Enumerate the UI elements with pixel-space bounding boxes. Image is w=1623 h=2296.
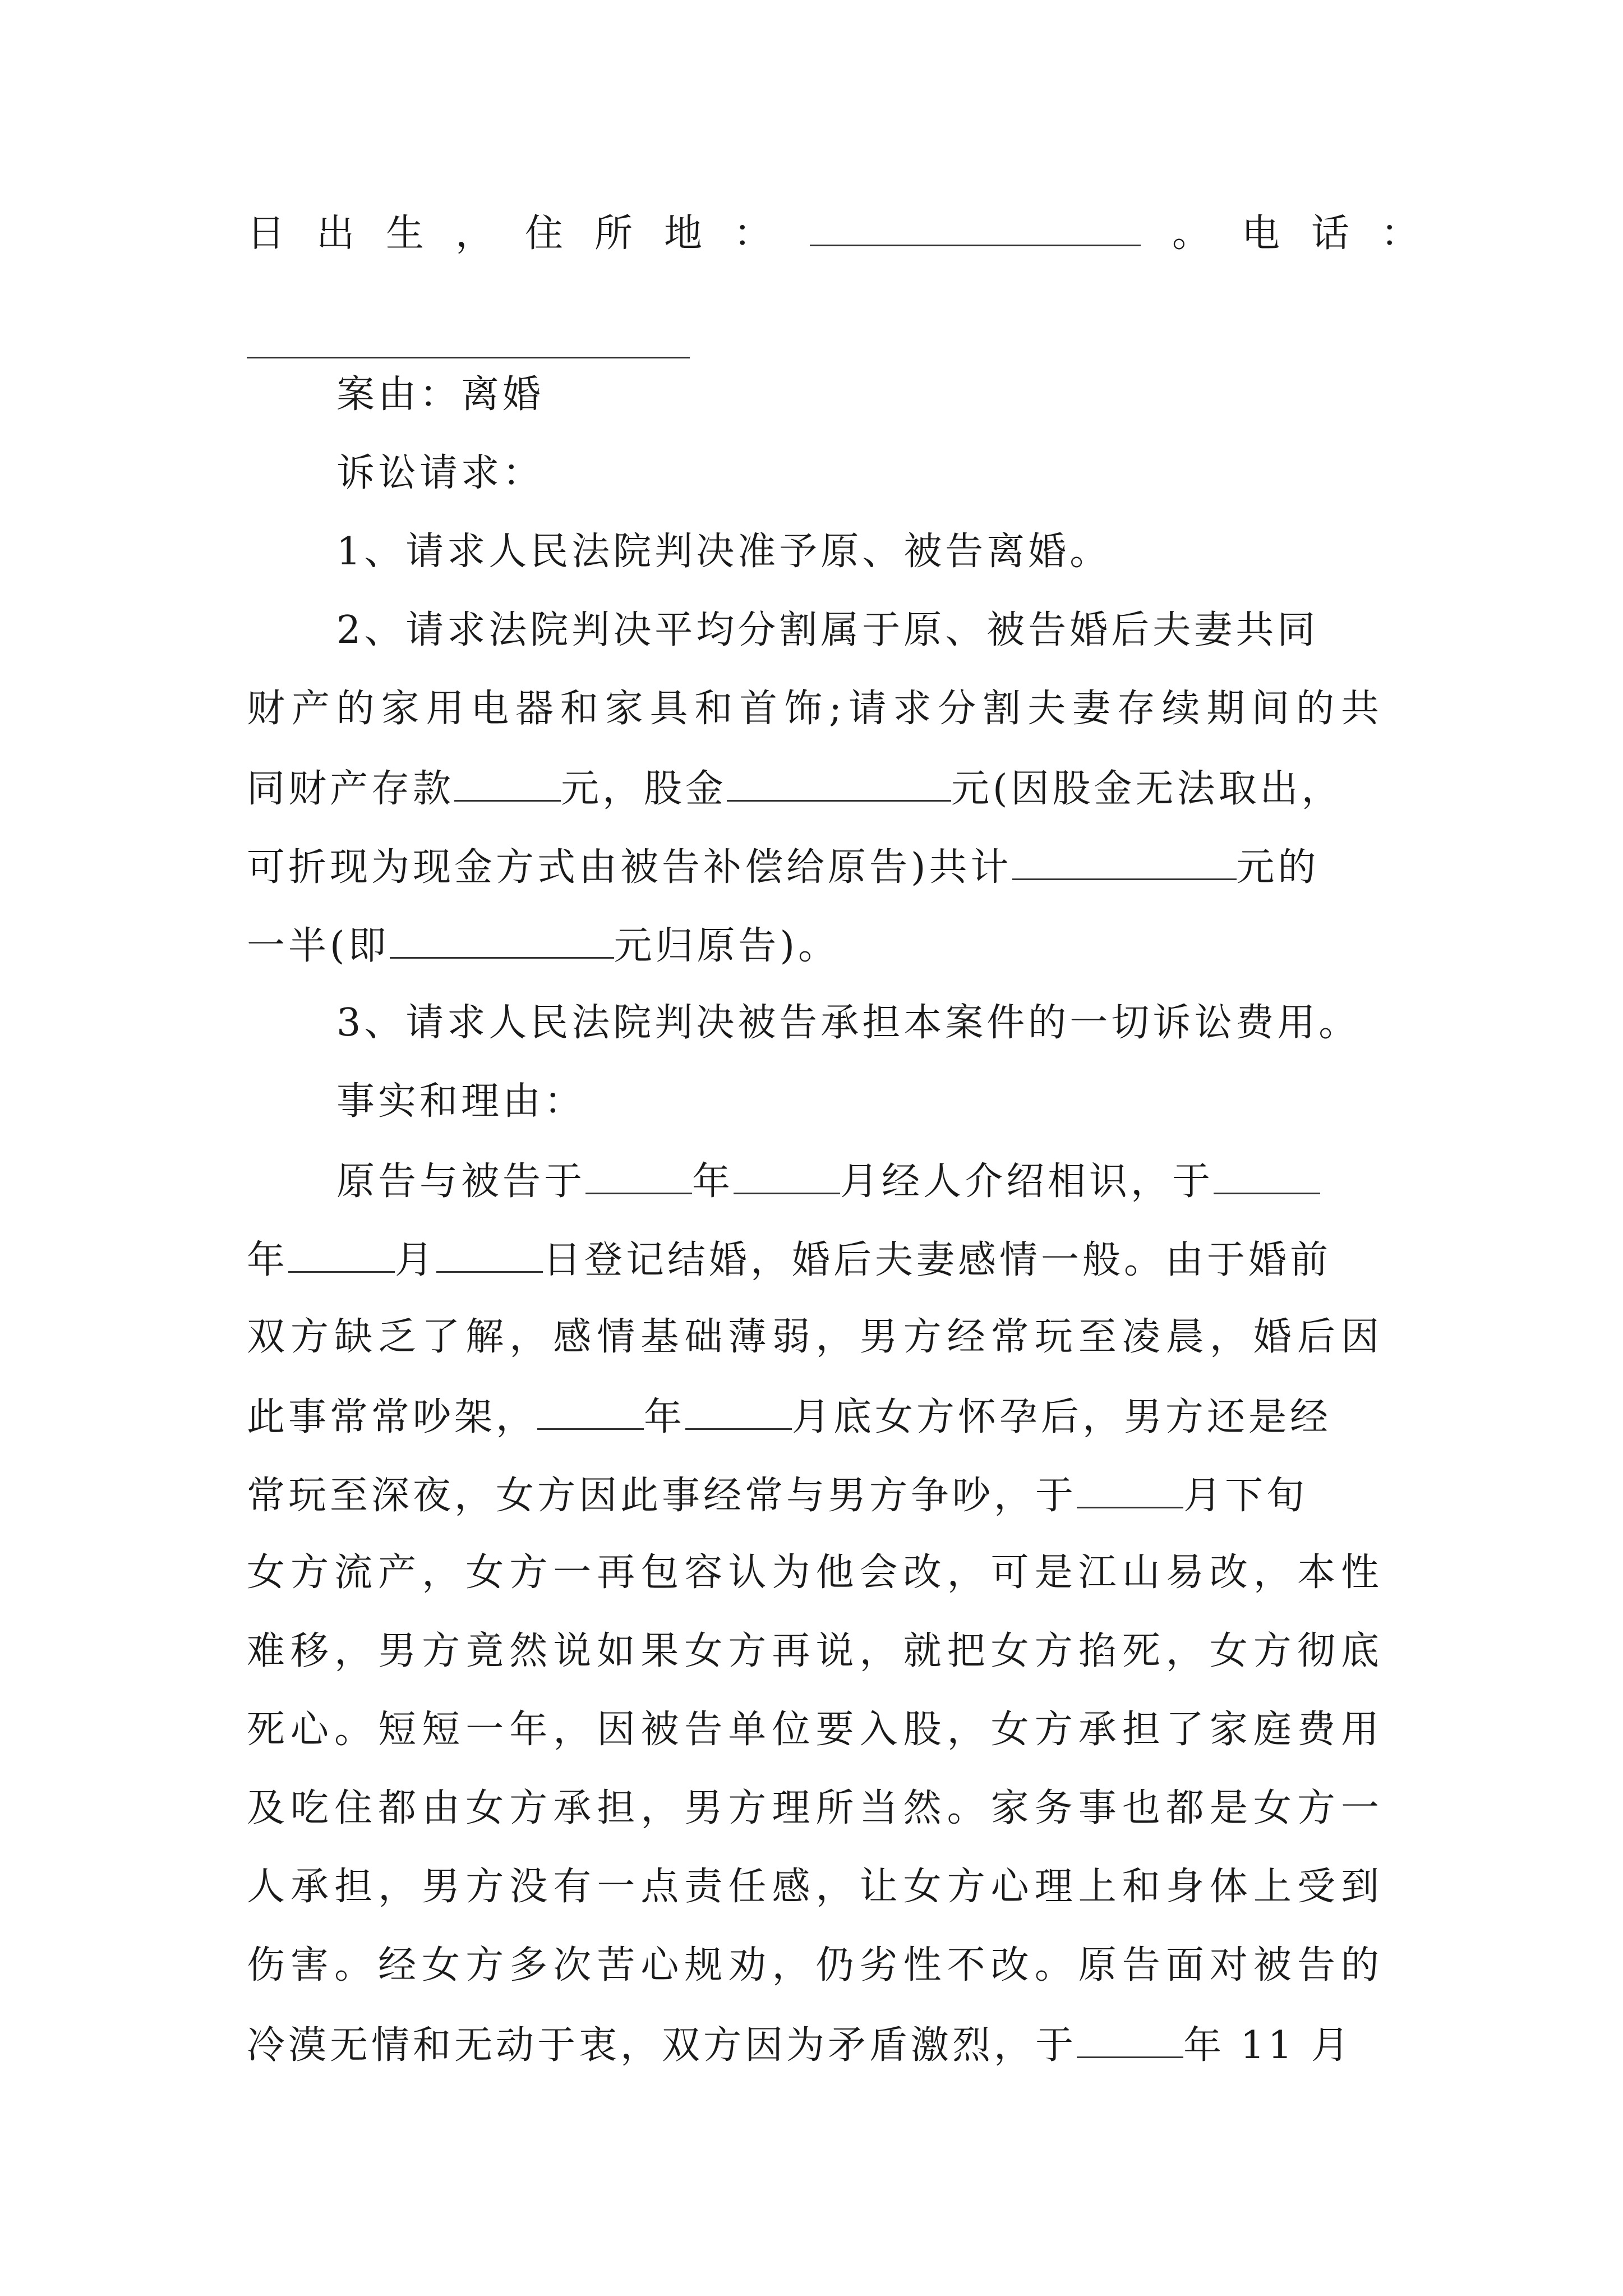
facts-text: 月底女方怀孕后，男方还是经 — [792, 1395, 1332, 1439]
facts-text: 年 11 月 — [1183, 2023, 1353, 2068]
birth-address-line — [247, 211, 1451, 256]
facts-text: 月经人介绍相识，于 — [840, 1159, 1214, 1204]
half-label: 一半(即 — [247, 924, 390, 968]
half-blank — [390, 926, 614, 959]
day-blank — [436, 1240, 543, 1273]
shares-note: 元(因股金无法取出， — [951, 767, 1343, 811]
claim-2-line-1: 2、请求法院判决平均分割属于原、被告婚后夫妻共同 — [336, 608, 1319, 652]
claim-2-line-3 — [247, 767, 1343, 811]
claim-3: 3、请求人民法院判决被告承担本案件的一切诉讼费用。 — [336, 1001, 1361, 1045]
facts-line-6: 女方流产，女方一再包容认为他会改，可是江山易改，本性 — [247, 1550, 1382, 1595]
facts-line-4 — [247, 1397, 1331, 1437]
facts-text: 常玩至深夜，女方因此事经常与男方争吵，于 — [247, 1474, 1077, 1518]
facts-line-7: 难移，男方竟然说如果女方再说，就把女方掐死，女方彻底 — [247, 1629, 1382, 1673]
facts-text: 日登记结婚，婚后夫妻感情一般。由于婚前 — [543, 1238, 1332, 1282]
claim-2-line-4 — [247, 845, 1320, 890]
facts-heading: 事实和理由： — [336, 1079, 586, 1124]
facts-line-1 — [336, 1159, 1320, 1204]
facts-text: 原告与被告于 — [336, 1159, 586, 1204]
claims-heading: 诉讼请求： — [336, 451, 545, 495]
month-blank — [685, 1397, 792, 1430]
month-blank — [288, 1240, 395, 1273]
facts-line-9: 及吃住都由女方承担，男方理所当然。家务事也都是女方一 — [247, 1786, 1382, 1830]
total-blank — [1012, 847, 1237, 880]
total-suffix: 元的 — [1236, 845, 1320, 890]
year-blank — [585, 1161, 692, 1194]
claim-2-line-5 — [247, 924, 840, 968]
facts-text: 年 — [247, 1238, 289, 1282]
deposit-label: 同财产存款 — [247, 767, 455, 811]
shares-blank — [727, 769, 951, 802]
facts-line-12 — [247, 2023, 1353, 2068]
deposit-blank — [454, 769, 561, 802]
facts-line-11: 伤害。经女方多次苦心规劝，仍劣性不改。原告面对被告的 — [247, 1943, 1382, 1987]
facts-text: 年 — [644, 1395, 686, 1439]
total-label: 可折现为现金方式由被告补偿给原告)共计 — [247, 845, 1012, 890]
phone-blank — [247, 325, 690, 358]
facts-text: 冷漠无情和无动于衷，双方因为矛盾激烈，于 — [247, 2023, 1077, 2068]
month-blank — [1077, 1475, 1183, 1508]
case-reason: 案由：离婚 — [336, 372, 545, 417]
phone-line — [247, 325, 690, 365]
birth-address-label: 日出生，住所地： — [247, 211, 804, 256]
address-blank — [810, 213, 1141, 246]
facts-text: 此事常常吵架， — [247, 1395, 538, 1439]
year-blank — [537, 1397, 644, 1430]
year-blank — [1214, 1161, 1320, 1194]
shares-label: 元，股金 — [561, 767, 727, 811]
facts-line-3: 双方缺乏了解，感情基础薄弱，男方经常玩至凌晨，婚后因 — [247, 1315, 1382, 1359]
half-suffix: 元归原告)。 — [614, 924, 840, 968]
facts-text: 月下旬 — [1183, 1474, 1308, 1518]
facts-text: 月 — [395, 1238, 437, 1282]
claim-1: 1、请求人民法院判决准予原、被告离婚。 — [336, 530, 1112, 574]
facts-text: 年 — [692, 1159, 734, 1204]
facts-line-2 — [247, 1240, 1331, 1280]
claim-2-line-2: 财产的家用电器和家具和首饰;请求分割夫妻存续期间的共 — [247, 687, 1382, 731]
facts-line-8: 死心。短短一年，因被告单位要入股，女方承担了家庭费用 — [247, 1708, 1382, 1752]
phone-label: 。电话： — [1172, 211, 1451, 256]
year-blank — [1077, 2025, 1183, 2058]
facts-line-5 — [247, 1474, 1308, 1518]
facts-line-10: 人承担，男方没有一点责任感，让女方心理上和身体上受到 — [247, 1865, 1382, 1909]
month-blank — [734, 1161, 840, 1194]
